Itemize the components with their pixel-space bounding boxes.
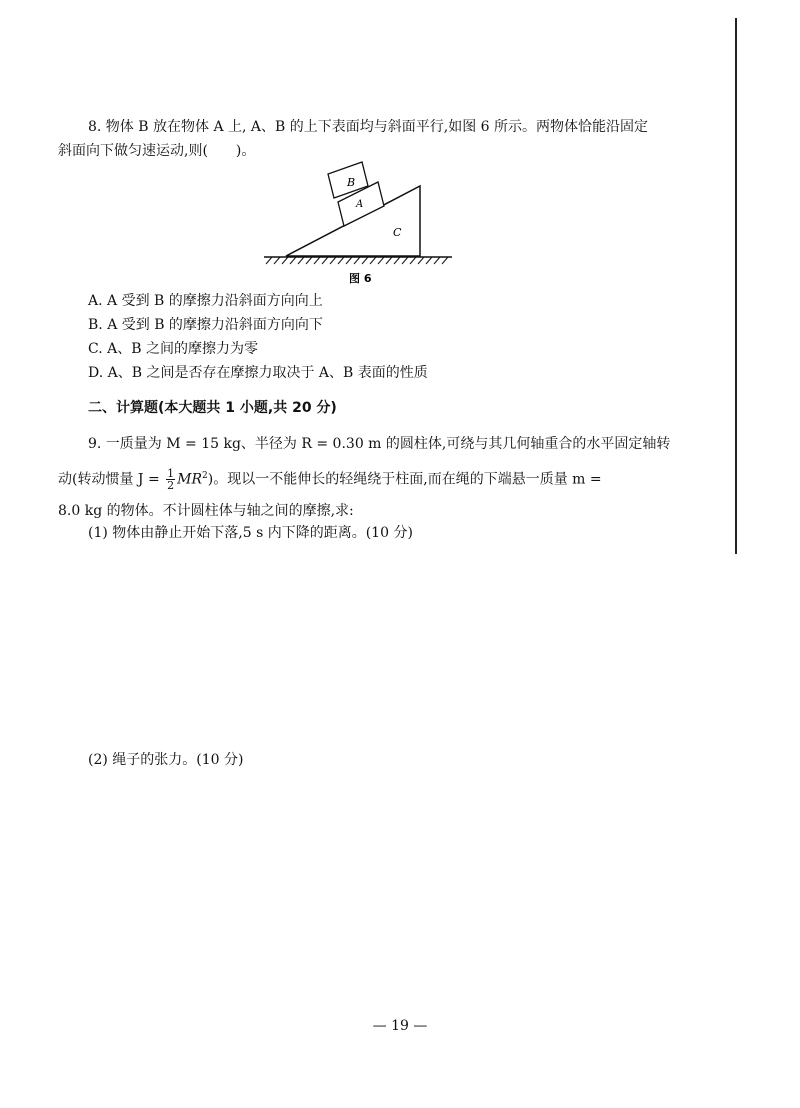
figure-caption: 图 6 [349, 272, 372, 285]
q9-part2: (2) 绳子的张力。(10 分) [88, 752, 244, 768]
fraction-numerator: 1 [167, 467, 175, 481]
q9-line3: 8.0 kg 的物体。不计圆柱体与轴之间的摩擦,求: [58, 503, 354, 519]
page-number: — 19 — [372, 1018, 428, 1034]
q8-option-a: A. A 受到 B 的摩擦力沿斜面方向向上 [88, 293, 323, 309]
fraction-one-half [166, 468, 175, 491]
q9-line1: 9. 一质量为 M = 15 kg、半径为 R = 0.30 m 的圆柱体,可绕与其几何轴重合的水平固定轴转 [88, 436, 671, 452]
q8-option-d: D. A、B 之间是否存在摩擦力取决于 A、B 表面的性质 [88, 365, 428, 381]
margin-rule [735, 18, 737, 554]
label-b: B [347, 176, 356, 189]
section-title: 二、计算题(本大题共 1 小题,共 20 分) [88, 400, 337, 416]
q9-line2-prefix: 动(转动惯量 J = [58, 471, 165, 488]
label-a: A [356, 199, 364, 210]
q9-mr: MR [177, 471, 203, 488]
ground-hatching [266, 257, 448, 264]
q9-line2-suffix: )。现以一不能伸长的轻绳绕于柱面,而在绳的下端悬一质量 m = [207, 471, 602, 488]
q8-line1: 8. 物体 B 放在物体 A 上, A、B 的上下表面均与斜面平行,如图 6 所示。两物体恰能沿固定 [88, 119, 649, 135]
fraction-denominator: 2 [167, 479, 175, 493]
q8-option-c: C. A、B 之间的摩擦力为零 [88, 341, 258, 357]
q9-exponent: 2 [202, 471, 208, 481]
q9-line2 [58, 466, 602, 491]
label-c: C [393, 226, 402, 239]
figure-6 [262, 160, 462, 290]
q8-option-b: B. A 受到 B 的摩擦力沿斜面方向向下 [88, 317, 323, 333]
incline-diagram [262, 160, 462, 290]
q8-line2: 斜面向下做匀速运动,则( )。 [58, 143, 256, 159]
q9-part1: (1) 物体由静止开始下落,5 s 内下降的距离。(10 分) [88, 525, 413, 541]
